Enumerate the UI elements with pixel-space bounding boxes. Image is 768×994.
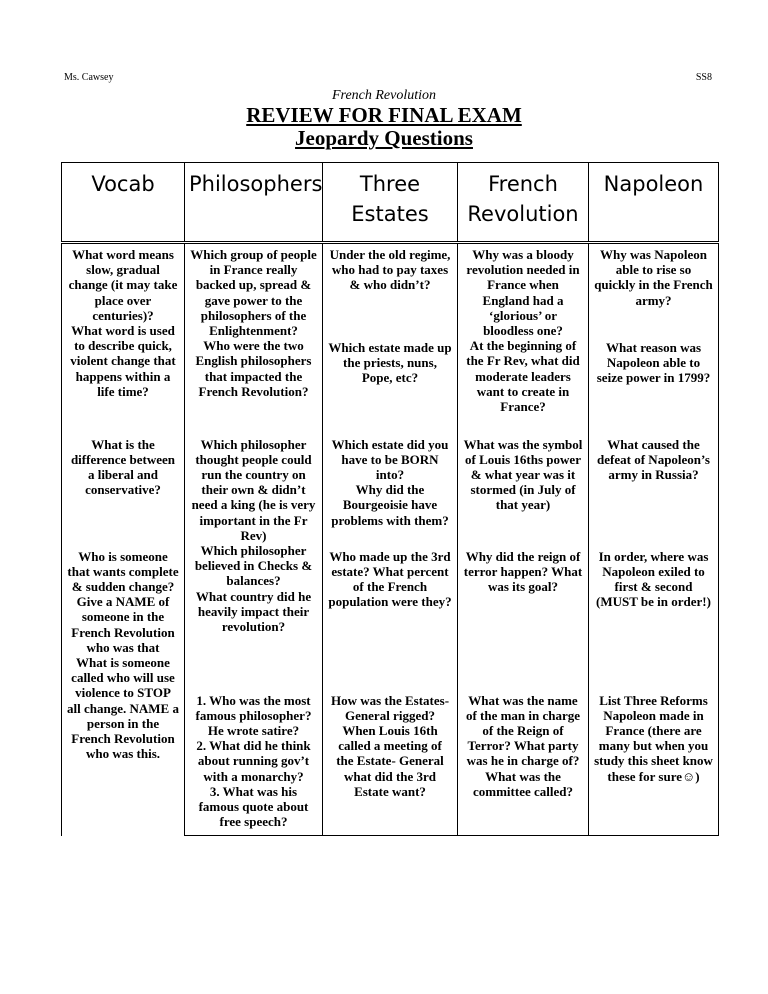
column-header-french-revolution: French Revolution [458, 163, 589, 243]
teacher-name: Ms. Cawsey [64, 72, 114, 83]
question-text: Which group of people in France really backed up, spread & gave power to the philosophers of the Enlightenment? [190, 247, 317, 339]
question-text: List Three Reforms Napoleon made in France (there are many but when you study this sheet know these for sure☺) [594, 692, 713, 784]
question-cell [185, 434, 323, 690]
table-row [62, 243, 719, 337]
question-cell [458, 546, 589, 690]
question-text: 2. What did he think about running gov’t with a monarchy? [196, 738, 311, 784]
question-cell [589, 243, 719, 337]
column-header-vocab: Vocab [62, 163, 185, 243]
question-cell [589, 690, 719, 836]
question-text: Who is someone that wants complete & sudden change? Give a NAME of someone in the French Revolution who was that [67, 548, 179, 655]
question-text: What word is used to describe quick, violent change that happens within a life time? [70, 323, 176, 399]
question-text: What word means slow, gradual change (it may take place over centuries)? [68, 247, 178, 323]
question-cell [323, 690, 458, 836]
table-row [62, 434, 719, 546]
question-text: What caused the defeat of Napoleon’s army in Russia? [597, 436, 710, 482]
question-cell [458, 243, 589, 434]
question-text: What country did he heavily impact their revolution? [195, 588, 312, 634]
column-header-napoleon: Napoleon [589, 163, 719, 243]
question-text: How was the Estates-General rigged? [330, 692, 450, 723]
question-cell [323, 243, 458, 337]
question-cell [62, 434, 185, 546]
question-cell [458, 434, 589, 546]
question-text: Which estate did you have to be BORN into? [331, 436, 449, 482]
course-code: SS8 [695, 72, 712, 83]
question-text: Why was a bloody revolution needed in France when England had a ‘glorious’ or bloodless one? [466, 247, 580, 339]
question-text: Why was Napoleon able to rise so quickly in the French army? [594, 247, 713, 308]
question-cell [62, 546, 185, 836]
question-text: What was the name of the man in charge of the Reign of Terror? What party was he in charge of? What was the committee called? [465, 692, 581, 799]
question-text: What is someone called who will use violence to STOP all change. NAME a person in the French Revolution who was this. [67, 654, 179, 762]
question-text: Why did the Bourgeoisie have problems with them? [331, 482, 449, 528]
question-text: Who were the two English philosophers that impacted the French Revolution? [195, 338, 312, 399]
question-text: Under the old regime, who had to pay taxes & who didn’t? [329, 247, 451, 293]
question-text: In order, where was Napoleon exiled to first & second (MUST be in order!) [596, 548, 711, 610]
jeopardy-table [61, 162, 719, 836]
table-row [62, 546, 719, 690]
question-text: Which estate made up the priests, nuns, Pope, etc? [328, 339, 452, 385]
page-subtitle: Jeopardy Questions [295, 126, 473, 150]
question-text: 1. Who was the most famous philosopher? He wrote satire? [195, 692, 312, 738]
question-text: When Louis 16th called a meeting of the Estate- General what did the 3rd Estate want? [336, 722, 444, 799]
page-title: REVIEW FOR FINAL EXAM [246, 103, 522, 127]
question-text: Which philosopher thought people could run the country on their own & didn’t need a king (he is very important in the Fr Rev) [191, 436, 316, 543]
question-cell [589, 434, 719, 546]
question-cell [458, 690, 589, 836]
question-text: 3. What was his famous quote about free speech? [198, 783, 309, 830]
question-text: At the beginning of the Fr Rev, what did moderate leaders want to create in France? [466, 338, 580, 415]
question-text: Why did the reign of terror happen? What was its goal? [463, 548, 583, 594]
question-cell [185, 243, 323, 434]
unit-subtitle: French Revolution [331, 88, 437, 103]
question-text: Who made up the 3rd estate? What percent of the French population were they? [328, 548, 452, 610]
question-cell [589, 546, 719, 690]
question-cell [323, 434, 458, 546]
question-cell [589, 337, 719, 434]
column-header-three-estates: Three Estates [323, 163, 458, 243]
question-text: What reason was Napoleon able to seize power in 1799? [596, 339, 711, 385]
column-header-philosophers: Philosophers [185, 163, 323, 243]
question-text: What was the symbol of Louis 16ths power & what year was it stormed (in July of that year) [463, 436, 583, 513]
question-cell [323, 337, 458, 434]
header-row [62, 163, 719, 243]
question-text: What is the difference between a liberal and conservative? [70, 436, 176, 498]
question-cell [185, 690, 323, 836]
question-text: Which philosopher believed in Checks & balances? [194, 542, 313, 589]
question-cell [62, 243, 185, 434]
question-cell [323, 546, 458, 690]
